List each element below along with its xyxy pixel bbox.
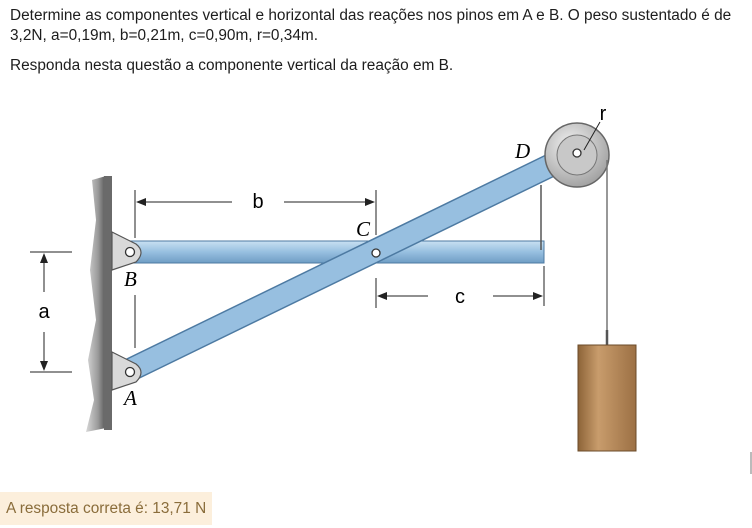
label-a: a (38, 301, 50, 323)
dim-c-arrow-right (533, 292, 543, 300)
wall (86, 176, 106, 432)
correct-answer-feedback: A resposta correta é: 13,71 N (0, 492, 212, 525)
dim-a-arrow-top (40, 253, 48, 263)
label-A: A (124, 386, 137, 410)
dim-c-arrow-left (377, 292, 387, 300)
label-D: D (515, 139, 531, 163)
label-C: C (356, 217, 371, 241)
dim-b-arrow-left (136, 198, 146, 206)
pin-D (573, 149, 581, 157)
question-instruction: Responda nesta questão a componente vertical da reação em B. (10, 57, 454, 74)
label-r: r (599, 103, 607, 125)
pin-A (126, 368, 135, 377)
dim-a-arrow-bottom (40, 361, 48, 371)
label-B: B (124, 267, 137, 291)
label-c: c (455, 286, 465, 308)
weight-block (578, 345, 636, 451)
pin-B (126, 248, 135, 257)
dim-b-arrow-right (365, 198, 375, 206)
question-text: Determine as componentes vertical e horizontal das reações nos pinos em A e B. O peso sustentado é de 3,2N, a=0,19m, b=0,21m, c=0,90m, r=0,34m. (10, 7, 732, 44)
wall-face (104, 176, 112, 430)
label-b: b (252, 191, 264, 213)
pin-C (372, 249, 380, 257)
